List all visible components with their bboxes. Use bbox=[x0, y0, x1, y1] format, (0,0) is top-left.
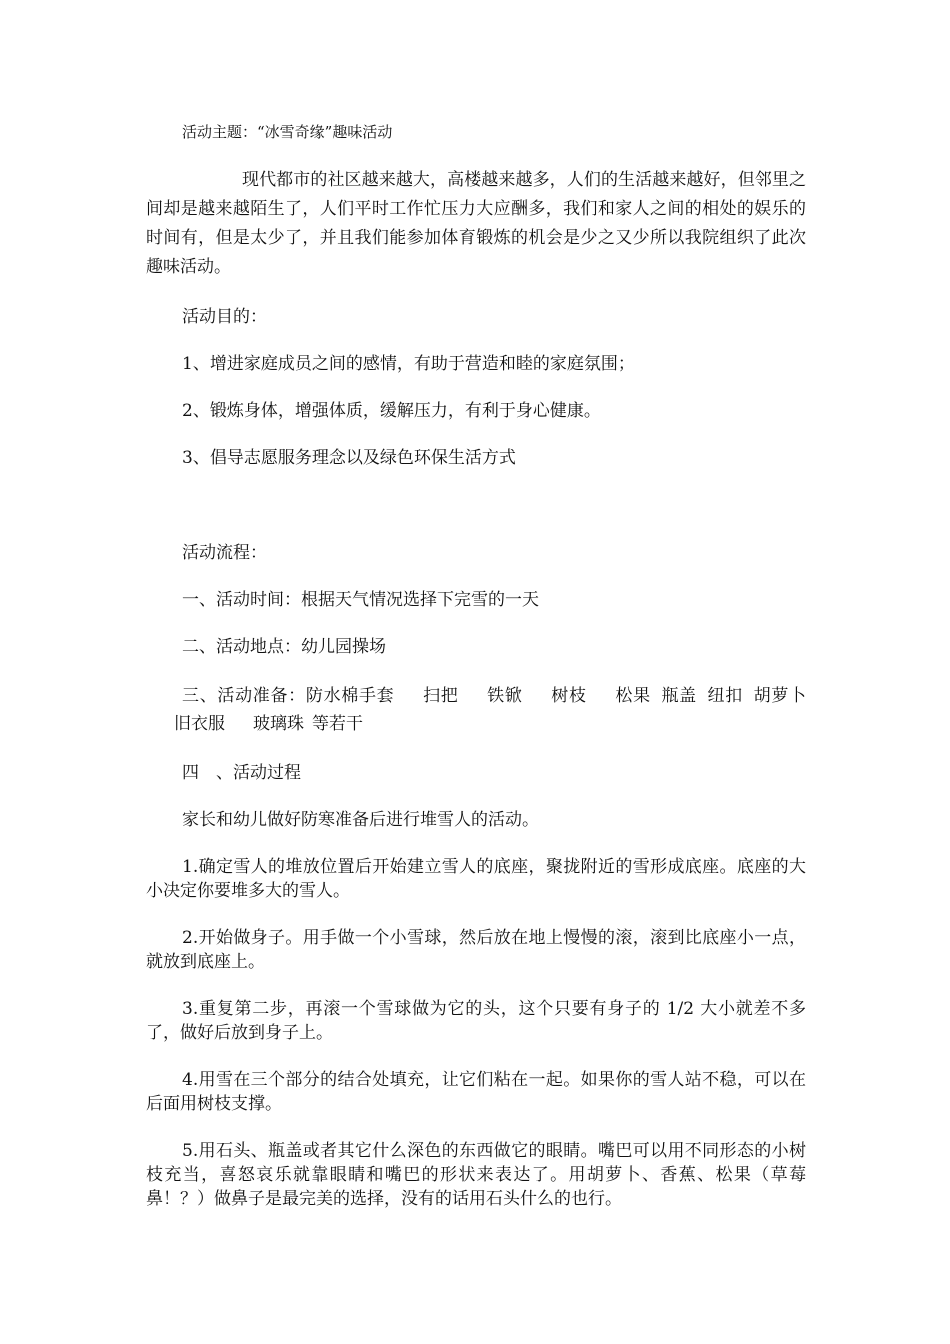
step-1: 1.确定雪人的堆放位置后开始建立雪人的底座，聚拢附近的雪形成底座。底座的大小决定你要堆多大的雪人。 bbox=[146, 857, 806, 901]
document-page bbox=[146, 120, 806, 1211]
activity-location: 二、活动地点：幼儿园操场 bbox=[182, 637, 386, 657]
activity-preparation bbox=[146, 682, 806, 738]
activity-theme: 活动主题：“冰雪奇缘”趣味活动 bbox=[182, 123, 393, 141]
prep-item: 树枝 bbox=[550, 686, 587, 706]
prep-item: 玻璃珠 bbox=[253, 714, 304, 734]
purpose-item-3: 3、倡导志愿服务理念以及绿色环保生活方式 bbox=[182, 448, 516, 468]
prep-item: 瓶盖 bbox=[660, 686, 697, 706]
prep-item: 旧衣服 bbox=[174, 714, 225, 734]
intro-paragraph: 现代都市的社区越来越大，高楼越来越多，人们的生活越来越好，但邻里之间却是越来越陌生了，人们平时工作忙压力大应酬多，我们和家人之间的相处的娱乐的时间有，但是太少了，并且我们能参加体育锻炼的机会是少之又少所以我院组织了此次趣味活动。 bbox=[146, 170, 806, 277]
prep-item: 纽扣 bbox=[706, 686, 743, 706]
step-4: 4.用雪在三个部分的结合处填充，让它们粘在一起。如果你的雪人站不稳，可以在后面用树枝支撑。 bbox=[146, 1070, 806, 1114]
prep-item: 等若干 bbox=[312, 714, 363, 734]
prep-item: 铁锨 bbox=[486, 686, 523, 706]
activity-time: 一、活动时间：根据天气情况选择下完雪的一天 bbox=[182, 590, 539, 610]
purpose-heading: 活动目的： bbox=[182, 307, 267, 327]
step-5: 5.用石头、瓶盖或者其它什么深色的东西做它的眼睛。嘴巴可以用不同形态的小树枝充当，喜怒哀乐就靠眼睛和嘴巴的形状来表达了。用胡萝卜、香蕉、松果（草莓鼻！？）做鼻子是最完美的选择，没有的话用石头什么的也行。 bbox=[146, 1141, 806, 1209]
purpose-item-2: 2、锻炼身体，增强体质，缓解压力，有利于身心健康。 bbox=[182, 401, 601, 421]
prep-item: 防水棉手套 bbox=[305, 686, 395, 706]
step-3: 3.重复第二步，再滚一个雪球做为它的头，这个只要有身子的 1/2 大小就差不多了，做好后放到身子上。 bbox=[146, 999, 806, 1043]
purpose-item-1: 1、增进家庭成员之间的感情，有助于营造和睦的家庭氛围； bbox=[182, 354, 635, 374]
process-intro: 家长和幼儿做好防寒准备后进行堆雪人的活动。 bbox=[182, 810, 539, 830]
prep-item: 扫把 bbox=[422, 686, 459, 706]
process-step-heading: 四 、活动过程 bbox=[182, 763, 301, 783]
prep-item: 胡萝卜 bbox=[752, 686, 807, 706]
prep-item: 松果 bbox=[614, 686, 651, 706]
process-heading: 活动流程： bbox=[182, 543, 267, 563]
step-2: 2.开始做身子。用手做一个小雪球，然后放在地上慢慢的滚，滚到比底座小一点，就放到底座上。 bbox=[146, 928, 806, 972]
prep-label: 三、活动准备： bbox=[182, 686, 306, 706]
